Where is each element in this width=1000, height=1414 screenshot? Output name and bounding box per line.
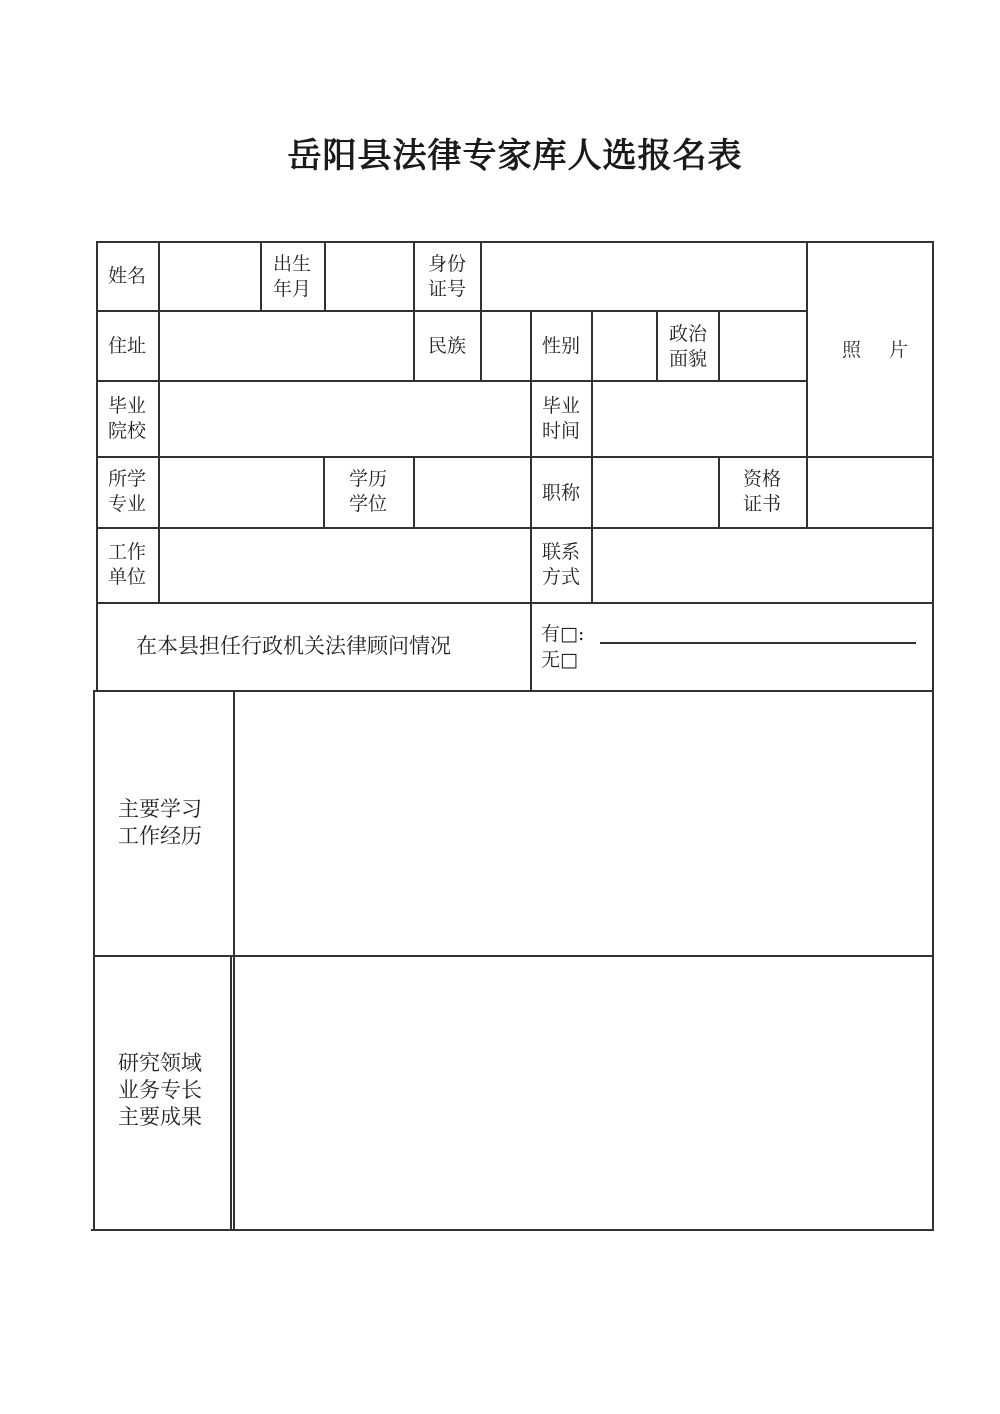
research-field[interactable] <box>233 957 931 1228</box>
contact-field[interactable] <box>593 529 931 601</box>
degree-field[interactable] <box>415 458 529 526</box>
photo-label: 照片 <box>842 339 937 361</box>
ethnicity-field[interactable] <box>482 312 529 379</box>
certificate-label: 资格 证书 <box>743 468 782 515</box>
col-lower-label-2 <box>230 955 232 1230</box>
contact-label: 联系 方式 <box>542 541 581 588</box>
table-border-left <box>96 241 98 691</box>
row-divider-5 <box>96 602 933 604</box>
id-number-label: 身份 证号 <box>428 253 467 300</box>
col-r2-3 <box>656 310 658 381</box>
birth-field[interactable] <box>326 243 412 309</box>
col-r1-4 <box>413 241 415 381</box>
school-field[interactable] <box>160 382 529 455</box>
certificate-field[interactable] <box>808 458 931 526</box>
gender-label: 性别 <box>542 335 581 357</box>
page-title: 岳阳县法律专家库人选报名表 <box>287 136 743 176</box>
title-rank-label: 职称 <box>542 482 581 504</box>
research-label: 研究领域 业务专长 主要成果 <box>118 1051 202 1129</box>
col-r2-1 <box>530 310 532 691</box>
major-label: 所学 专业 <box>108 468 147 515</box>
experience-label: 主要学习 工作经历 <box>118 797 202 848</box>
major-field[interactable] <box>160 458 322 526</box>
name-field[interactable] <box>160 243 259 309</box>
gender-field[interactable] <box>593 312 655 379</box>
experience-field[interactable] <box>236 692 931 954</box>
counsel-status-label: 在本县担任行政机关法律顾问情况 <box>136 634 451 658</box>
option-no[interactable]: 无□ <box>541 649 578 671</box>
address-label: 住址 <box>108 335 147 357</box>
political-status-field[interactable] <box>720 312 805 379</box>
address-field[interactable] <box>160 312 412 379</box>
grad-time-label: 毕业 时间 <box>542 395 581 442</box>
photo-field[interactable] <box>808 243 931 455</box>
id-number-field[interactable] <box>482 243 805 309</box>
employer-label: 工作 单位 <box>108 541 147 588</box>
table-border-right <box>932 241 934 1230</box>
grad-time-field[interactable] <box>593 382 805 455</box>
employer-field[interactable] <box>160 529 529 601</box>
col-r4-1 <box>323 456 325 528</box>
title-rank-field[interactable] <box>593 458 717 526</box>
ethnicity-label: 民族 <box>428 335 467 357</box>
degree-label: 学历 学位 <box>349 468 388 515</box>
political-status-label: 政治 面貌 <box>669 323 708 370</box>
col-r1-2 <box>260 241 262 311</box>
name-label: 姓名 <box>108 265 147 287</box>
option-yes[interactable]: 有□: <box>541 623 585 645</box>
birth-label: 出生 年月 <box>273 253 312 300</box>
col-r4-3 <box>718 456 720 528</box>
counsel-detail-line[interactable] <box>600 642 916 644</box>
table-border-bottom <box>91 1229 934 1231</box>
table-border-left-lower <box>93 690 95 1230</box>
school-label: 毕业 院校 <box>108 395 147 442</box>
